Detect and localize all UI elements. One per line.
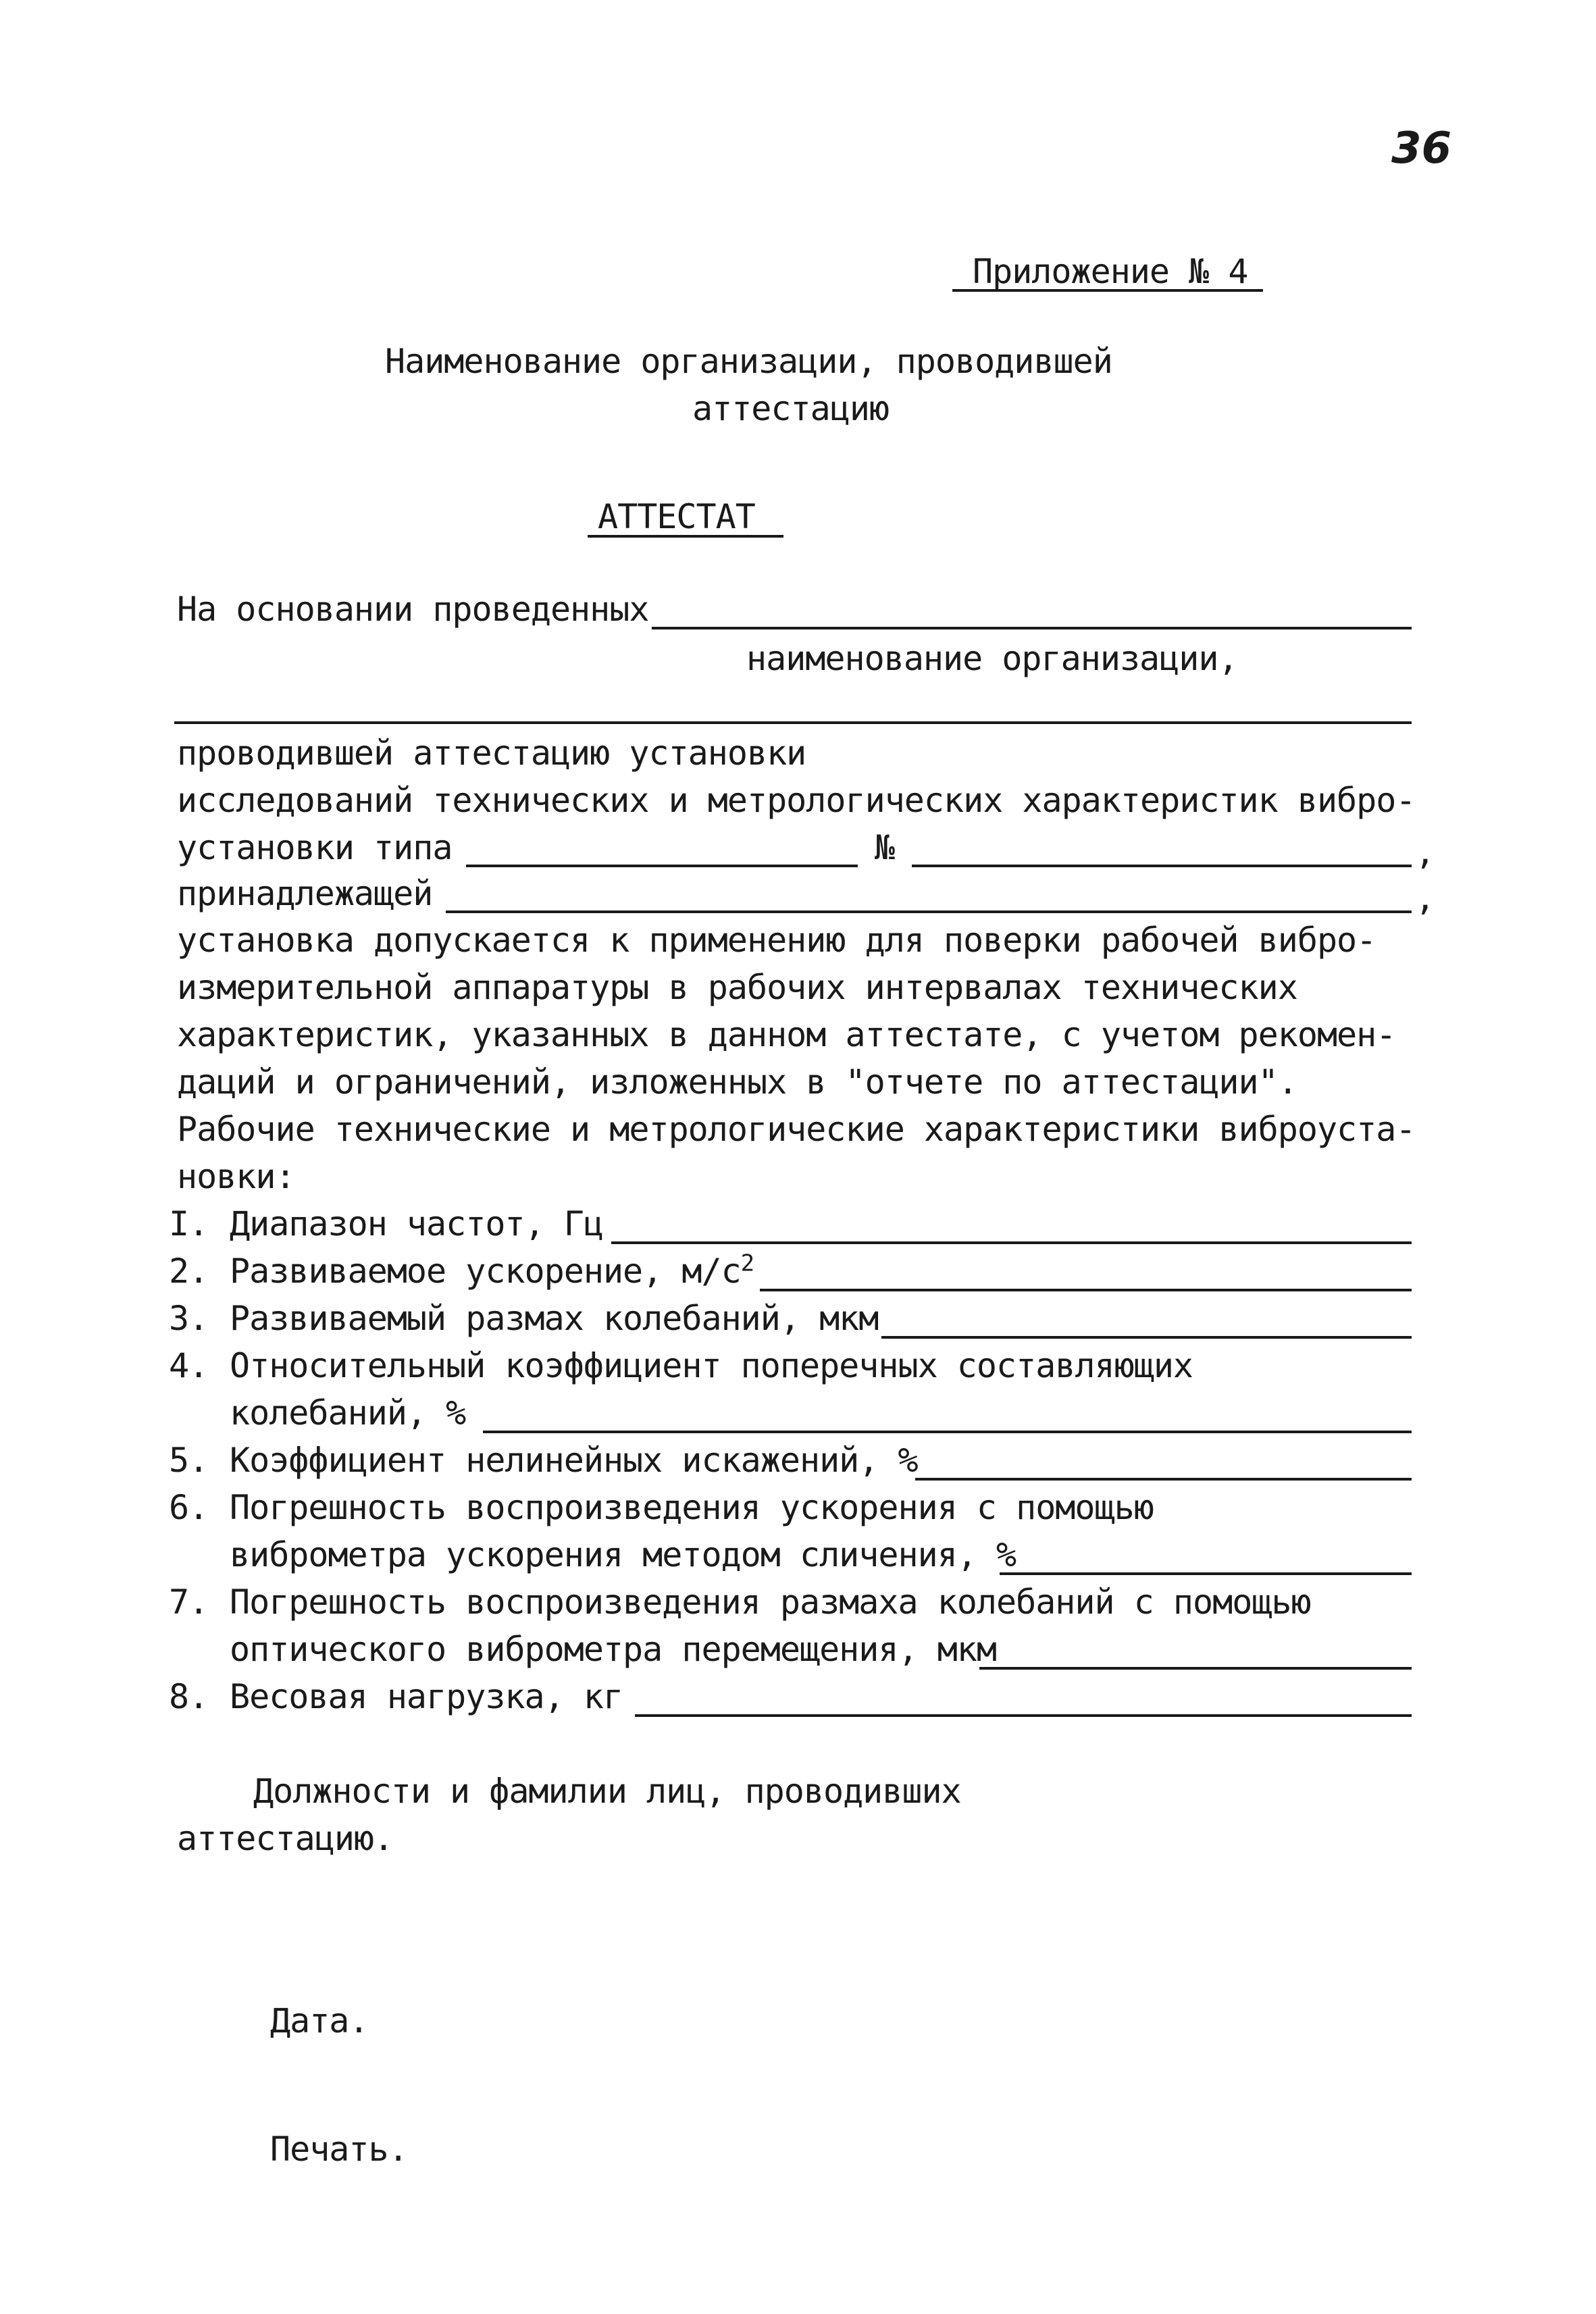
title-underline xyxy=(588,535,783,538)
para-line-6: новки: xyxy=(177,1157,295,1196)
type-label: установки типа xyxy=(177,828,453,867)
item-3-blank[interactable] xyxy=(881,1336,1412,1339)
item-8-label: Весовая нагрузка, кг xyxy=(230,1677,623,1716)
item-2-label-sup: 2 xyxy=(740,1250,754,1277)
body-line-a: проводившей аттестацию установки xyxy=(177,734,806,773)
item-8-blank[interactable] xyxy=(635,1714,1412,1717)
item-1-number: I. xyxy=(169,1204,209,1243)
item-3-label: Развиваемый размах колебаний, мкм xyxy=(230,1299,879,1338)
item-1-label: Диапазон частот, Гц xyxy=(230,1204,603,1243)
item-4-blank[interactable] xyxy=(483,1431,1412,1433)
appendix-underline xyxy=(952,289,1263,292)
org-name-blank-2[interactable] xyxy=(174,721,1412,724)
number-blank[interactable] xyxy=(912,865,1412,867)
item-7-blank[interactable] xyxy=(979,1667,1412,1670)
stamp-label: Печать. xyxy=(270,2130,408,2169)
item-2-number: 2. xyxy=(169,1252,209,1291)
org-caption-line1: Наименование организации, проводившей xyxy=(385,342,1112,381)
item-6-blank[interactable] xyxy=(1000,1572,1412,1575)
item-7-label: Погрешность воспроизведения размаха колебаний с помощью xyxy=(230,1583,1311,1622)
signatures-line-2: аттестацию. xyxy=(177,1819,394,1858)
item-4-label: Относительный коэффициент поперечных составляющих xyxy=(230,1346,1193,1385)
item-5-blank[interactable] xyxy=(915,1478,1412,1481)
appendix-label: Приложение № 4 xyxy=(973,252,1248,291)
item-5-number: 5. xyxy=(169,1441,209,1480)
item-3-number: 3. xyxy=(169,1299,209,1338)
comma-1: , xyxy=(1415,833,1435,872)
item-4-number: 4. xyxy=(169,1346,209,1385)
owner-label: принадлежащей xyxy=(177,874,433,913)
para-line-5: Рабочие технические и метрологические характеристики виброуста- xyxy=(177,1110,1416,1149)
item-8-number: 8. xyxy=(169,1677,209,1716)
item-6-number: 6. xyxy=(169,1488,209,1527)
item-4-label-2: колебаний, % xyxy=(230,1393,466,1433)
date-label: Дата. xyxy=(270,2001,369,2040)
org-caption-line2: аттестацию xyxy=(692,389,890,428)
owner-blank[interactable] xyxy=(446,910,1412,913)
item-2-label xyxy=(230,1251,754,1291)
org-name-hint: наименование организации, xyxy=(746,639,1238,678)
signatures-line-1: Должности и фамилии лиц, проводивших xyxy=(253,1772,961,1811)
item-5-label: Коэффициент нелинейных искажений, % xyxy=(230,1441,918,1480)
document-title: АТТЕСТАТ xyxy=(598,497,755,536)
item-7-number: 7. xyxy=(169,1583,209,1622)
body-line-b: исследований технических и метрологических характеристик вибро- xyxy=(177,781,1416,820)
para-line-2: измерительной аппаратуры в рабочих интервалах технических xyxy=(177,968,1297,1007)
item-1-blank[interactable] xyxy=(611,1241,1412,1244)
item-6-label: Погрешность воспроизведения ускорения с помощью xyxy=(230,1488,1154,1527)
org-name-blank[interactable] xyxy=(652,627,1412,629)
intro-text: На основании проведенных xyxy=(177,590,649,629)
type-blank[interactable] xyxy=(466,865,858,867)
item-2-label-text: Развиваемое ускорение, м/с xyxy=(230,1252,741,1291)
para-line-3: характеристик, указанных в данном аттестате, с учетом рекомен- xyxy=(177,1015,1396,1054)
number-sign: № xyxy=(875,828,895,867)
comma-2: , xyxy=(1415,879,1435,918)
para-line-4: даций и ограничений, изложенных в "отчете по аттестации". xyxy=(177,1062,1297,1102)
item-7-label-2: оптического виброметра перемещения, мкм xyxy=(230,1630,996,1669)
para-line-1: установка допускается к применению для поверки рабочей вибро- xyxy=(177,921,1376,960)
item-6-label-2: виброметра ускорения методом сличения, % xyxy=(230,1535,1016,1574)
page-number: 36 xyxy=(1391,124,1452,174)
item-2-blank[interactable] xyxy=(760,1289,1412,1291)
